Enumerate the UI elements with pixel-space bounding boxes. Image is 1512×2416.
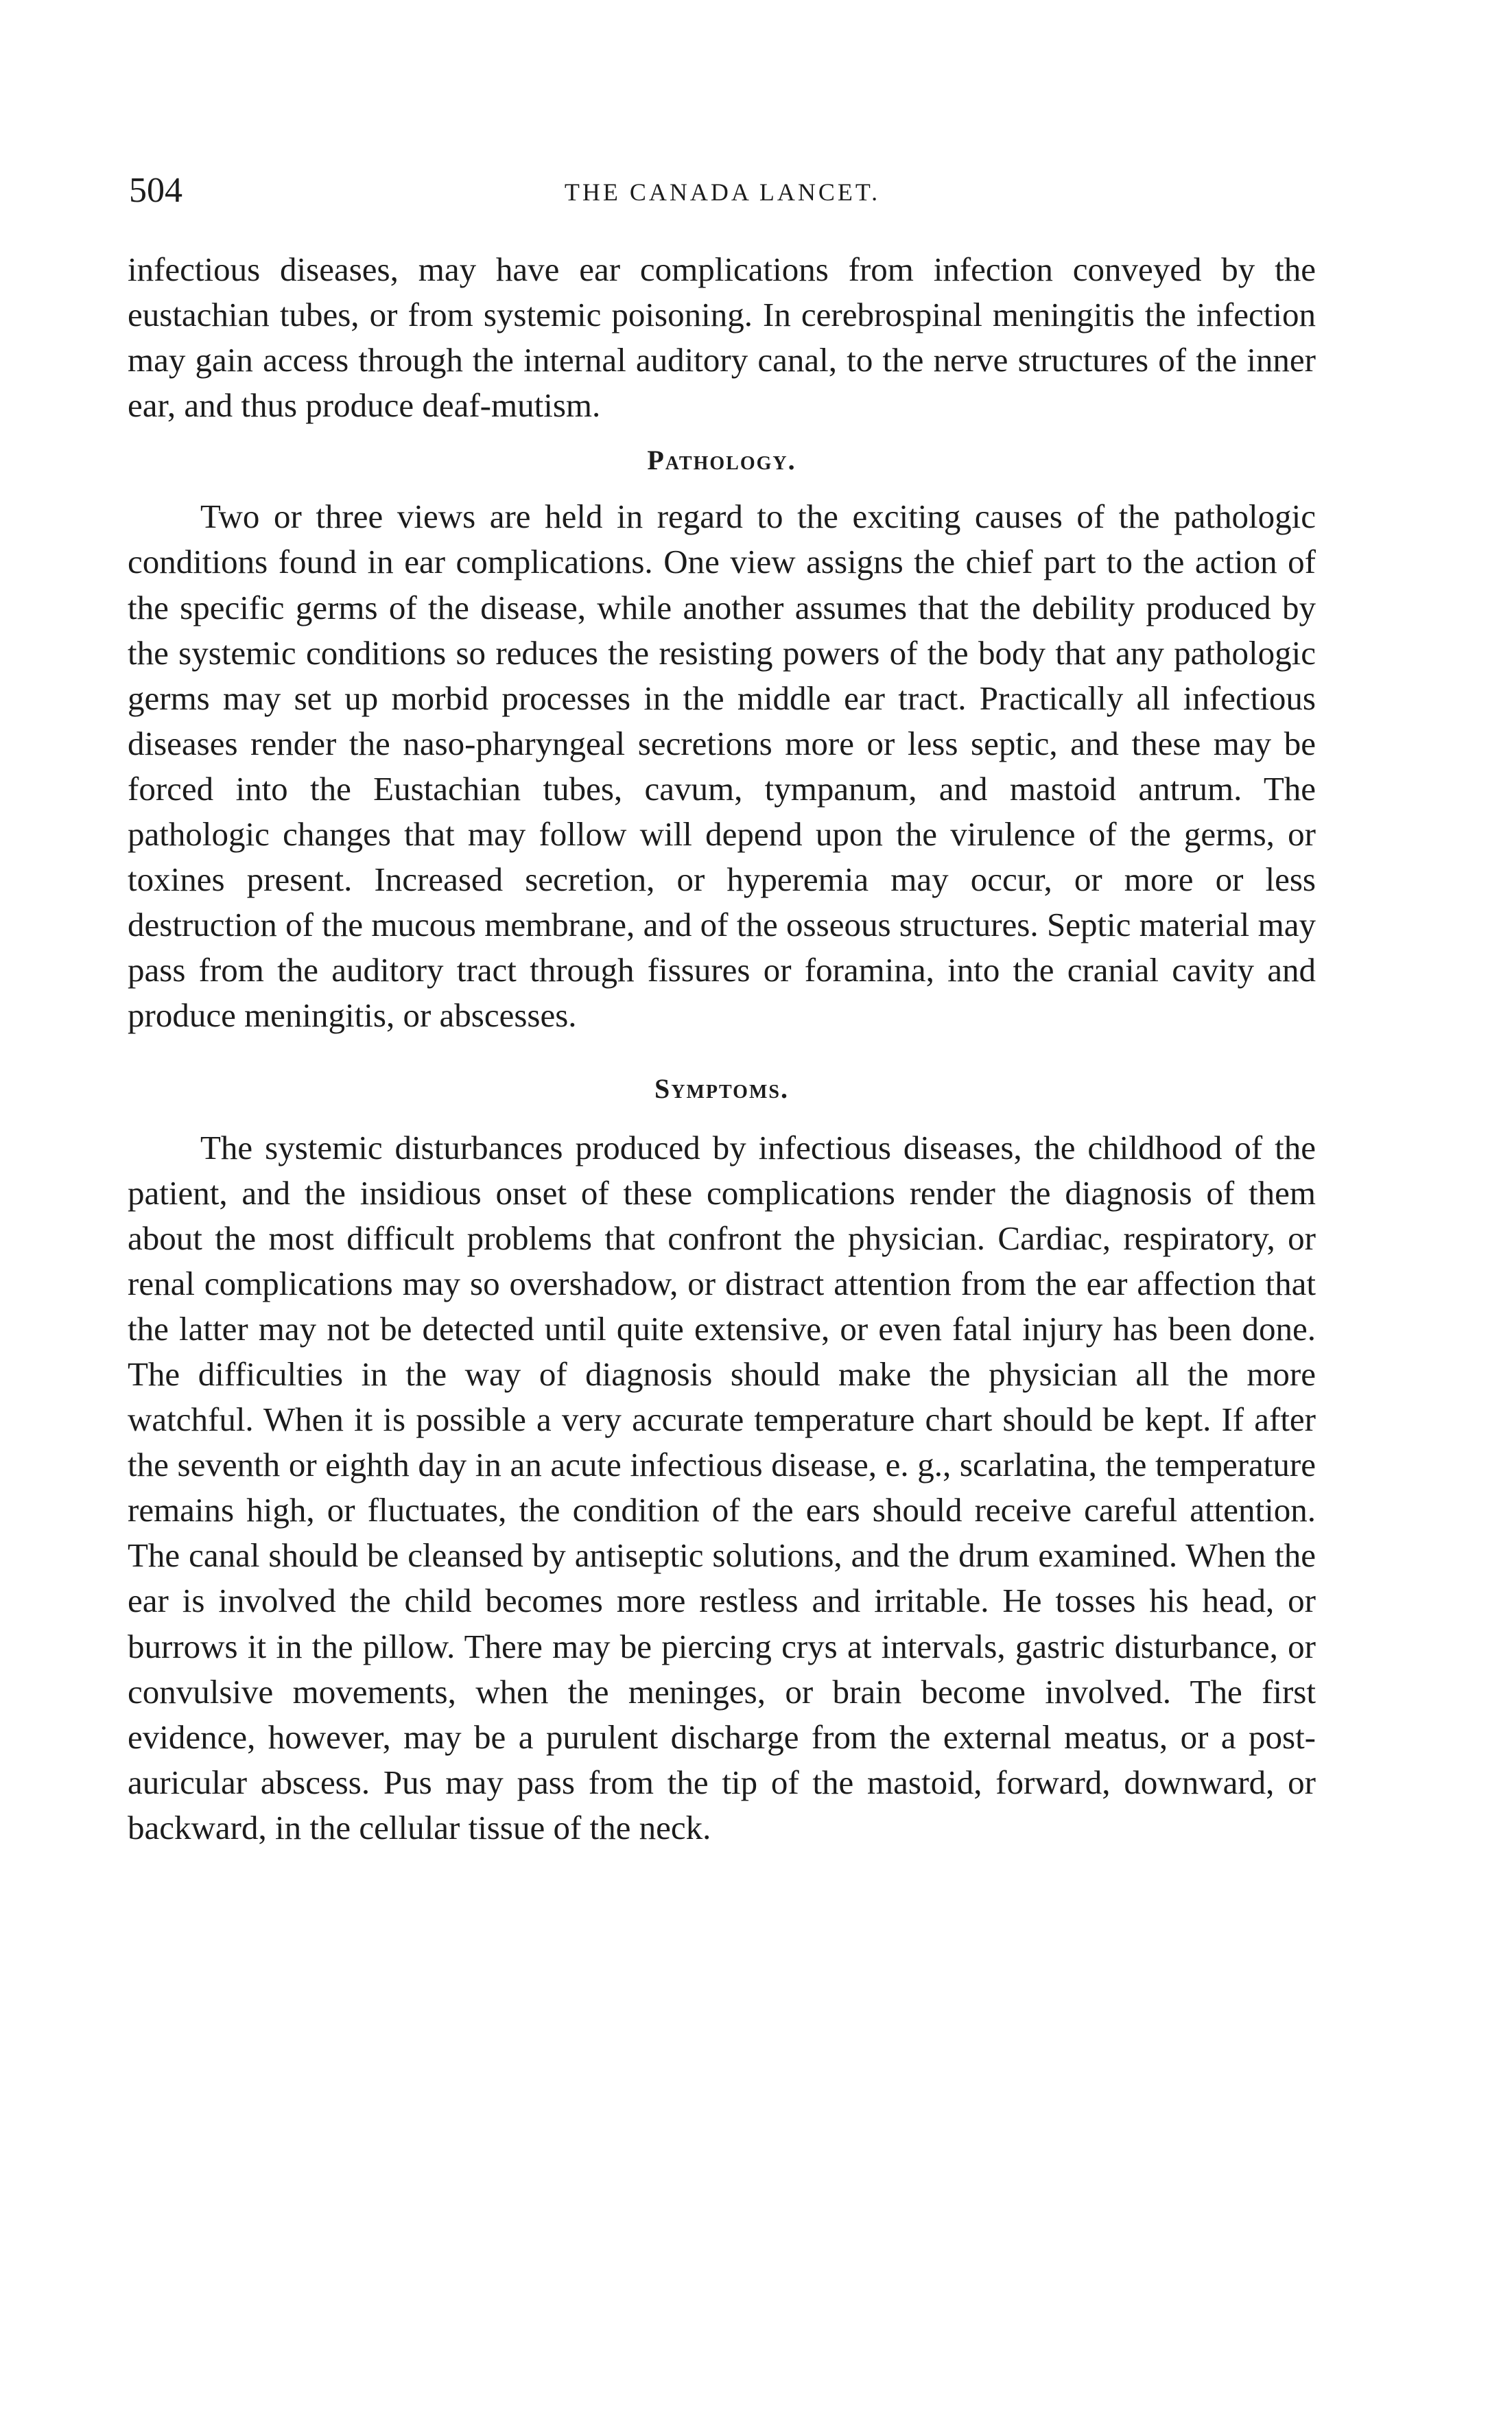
paragraph-intro: infectious diseases, may have ear complications from infection conveyed by the eustachian tubes, or from systemic poisoning. In cerebrospinal meningitis the infection may gain access through the internal auditory canal, to the nerve structures of the inner ear, and thus produce deaf-mutism. — [128, 250, 1316, 425]
paragraph-symptoms: The systemic disturbances produced by infectious diseases, the childhood of the patient, and the insidious onset of these complications render the diagnosis of them about the most difficult problems that confront the physician. Cardiac, respiratory, or renal complications may so overshadow, or distract attention from the ear affection that the latter may not be detected until quite extensive, or even fatal injury has been done. The difficulties in the way of diagnosis should make the physician all the more watchful. When it is possible a very accurate temperature chart should be kept. If after the seventh or eighth day in an acute infectious disease, e. g., scarlatina, the temperature remains high, or fluctuates, the condition of the ears should receive careful attention. The canal should be cleansed by antiseptic solutions, and the drum examined. When the ear is involved the child becomes more restless and irritable. He tosses his head, or burrows it in the pillow. There may be piercing crys at intervals, gastric disturbance, or convulsive movements, when the meninges, or brain become involved. The first evidence, however, may be a purulent discharge from the external meatus, or a post-auricular abscess. Pus may pass from the tip of the mastoid, forward, downward, or backward, in the cellular tissue of the neck. — [128, 1128, 1316, 1846]
running-head: THE CANADA LANCET. — [564, 178, 881, 206]
section-heading-pathology: Pathology. — [647, 445, 796, 476]
page-number: 504 — [129, 171, 182, 210]
section-heading-symptoms: Symptoms. — [654, 1072, 789, 1104]
paragraph-pathology: Two or three views are held in regard to the exciting causes of the pathologic conditions found in ear complications. One view assigns the chief part to the action of the specific germs of the disease, while another assumes that the debility produced by the systemic conditions so reduces the resisting powers of the body that any pathologic germs may set up morbid processes in the middle ear tract. Practically all infectious diseases render the naso-pharyngeal secretions more or less septic, and these may be forced into the Eustachian tubes, cavum, tympanum, and mastoid antrum. The pathologic changes that may follow will depend upon the virulence of the germs, or toxines present. Increased secretion, or hyperemia may occur, or more or less destruction of the mucous membrane, and of the osseous structures. Septic material may pass from the auditory tract through fissures or foramina, into the cranial cavity and produce meningitis, or abscesses. — [128, 497, 1316, 1035]
article-body — [128, 247, 1316, 1851]
page-header — [129, 170, 1316, 211]
